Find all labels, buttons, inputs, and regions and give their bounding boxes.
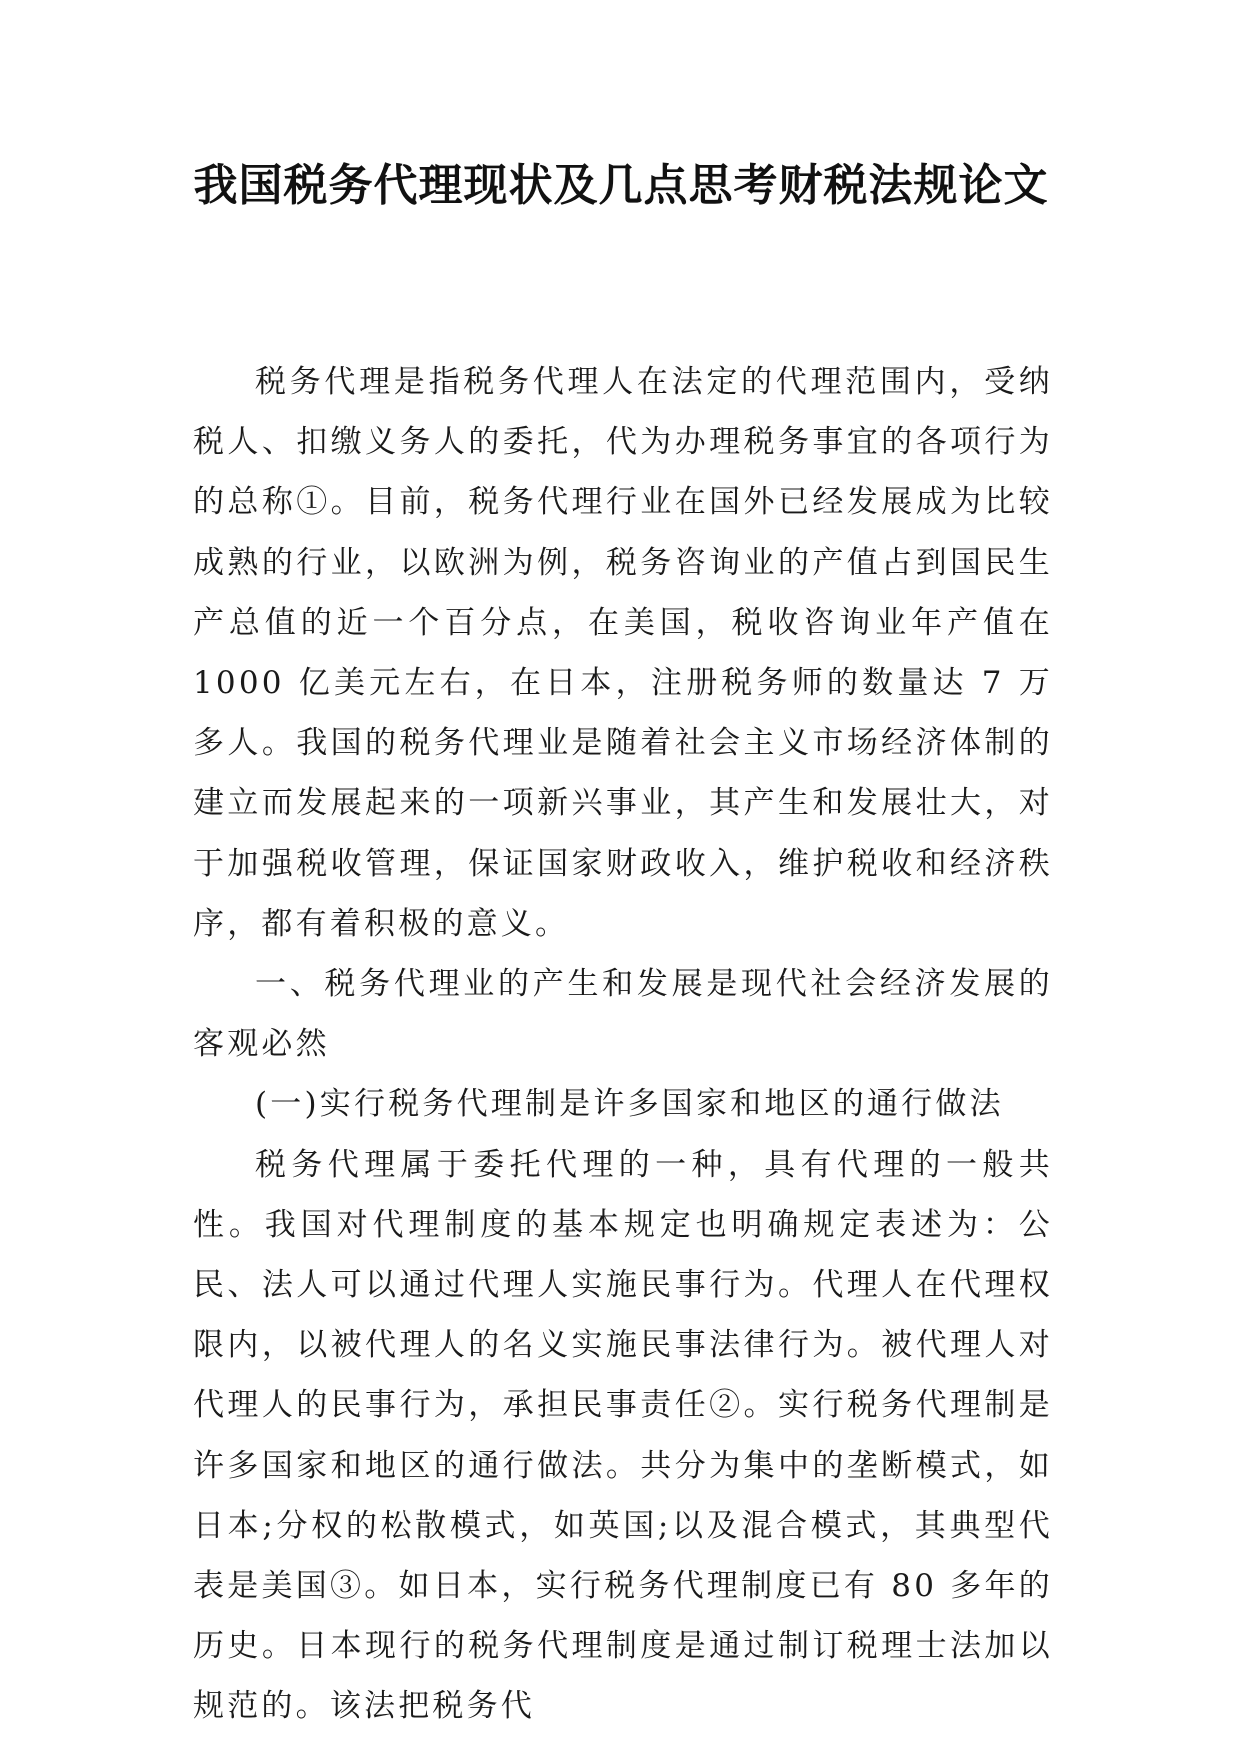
document-body: [193, 352, 1053, 1737]
paragraph-agency: 税务代理属于委托代理的一种，具有代理的一般共性。我国对代理制度的基本规定也明确规定表述为：公民、法人可以通过代理人实施民事行为。代理人在代理权限内，以被代理人的名义实施民事法律行为。被代理人对代理人的民事行为，承担民事责任②。实行税务代理制是许多国家和地区的通行做法。共分为集中的垄断模式，如日本;分权的松散模式，如英国;以及混合模式，其典型代表是美国③。如日本，实行税务代理制度已有 80 多年的历史。日本现行的税务代理制度是通过制订税理士法加以规范的。该法把税务代: [193, 1146, 1053, 1725]
document-title: 我国税务代理现状及几点思考财税法规论文: [193, 160, 1049, 211]
paragraph-intro: 税务代理是指税务代理人在法定的代理范围内，受纳税人、扣缴义务人的委托，代为办理税务事宜的各项行为的总称①。目前，税务代理行业在国外已经发展成为比较成熟的行业，以欧洲为例，税务咨询业的产值占到国民生产总值的近一个百分点，在美国，税收咨询业年产值在 1000 亿美元左右，在日本，注册税务师的数量达 7 万多人。我国的税务代理业是随着社会主义市场经济体制的建立而发展起来的一项新兴事业，其产生和发展壮大，对于加强税收管理，保证国家财政收入，维护税收和经济秩序，都有着积极的意义。: [193, 364, 1053, 942]
subsection-heading-1: (一)实行税务代理制是许多国家和地区的通行做法: [255, 1086, 1004, 1123]
section-heading-1: 一、税务代理业的产生和发展是现代社会经济发展的客观必然: [193, 966, 1053, 1063]
